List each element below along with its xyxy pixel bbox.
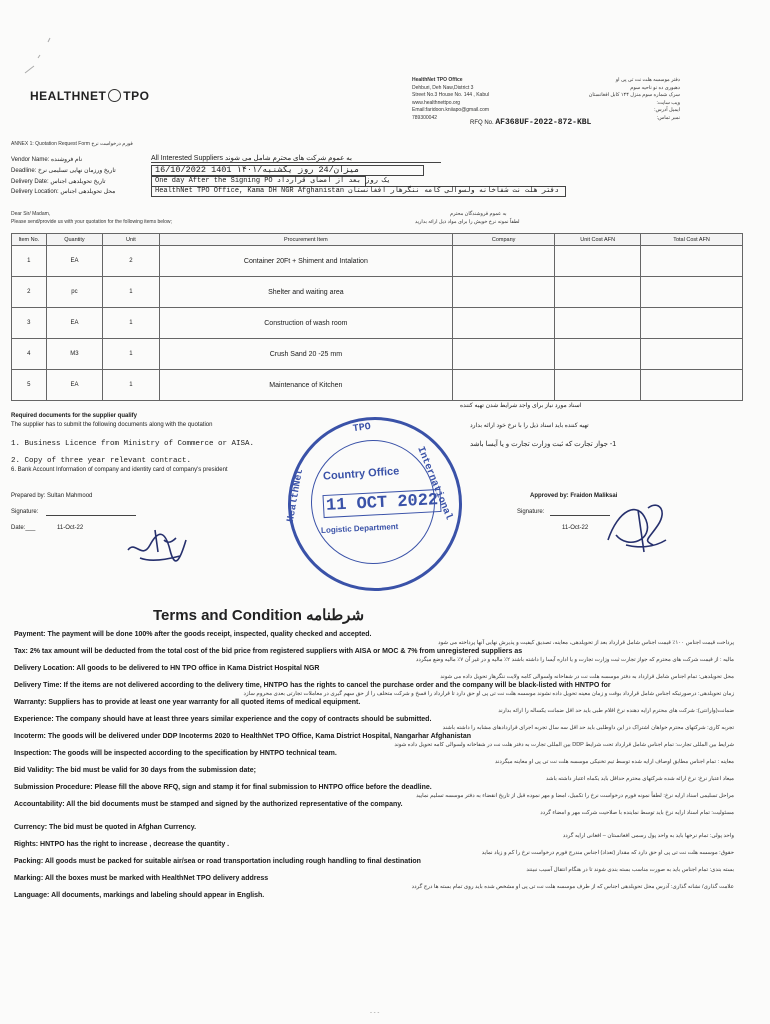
term-experience: Experience: The company should have at least three years similar experience and the copy of contracts should be submitted. [14, 716, 432, 723]
signature-label-left: Signature: [11, 509, 39, 515]
cell-unit: 2 [103, 246, 159, 277]
col-header-procurement-item: Procurement Item [159, 234, 453, 246]
cell-procurement-item: Crush Sand 20 -25 mm [159, 339, 453, 370]
deadline-field: 16/10/2022 1401 ۱۴۰۱/میزان/24 روز یکشنبه [151, 165, 424, 176]
cell-quantity: EA [46, 308, 103, 339]
requirement-item-1-fa: 1- جواز تجارت که ثبت وزارت تجارت و یا آیسا باشد [470, 441, 617, 448]
official-stamp [285, 417, 462, 591]
requirements-title-fa: اسناد مورد نیاز برای واجد شرایط شدن تهیه کننده [460, 403, 582, 409]
term-marking: Marking: All the boxes must be marked with HealthNet TPO delivery address [14, 875, 269, 882]
signature-approved-icon [598, 490, 678, 560]
cell-company [453, 308, 555, 339]
term-packing-fa: بسته بندی: تمام اجناس باید به صورت مناسب بسته بندی شوند تا در هنگام انتقال آسیب نبینند [526, 867, 734, 873]
term-incoterm-fa: شرایط بین المللی تجارت: تمام اجناس شامل قرارداد تحت شرایط DDP بین المللی تجارت به دفتر هلت نت در شفاخانه ولسوالی کامه تحویل داده شوند [394, 742, 734, 748]
cell-unit: 1 [103, 339, 159, 370]
col-header-item-no: Item No. [12, 234, 47, 246]
procurement-items-table [11, 233, 743, 401]
term-delivery-location-fa: محل تحویلدهی: تمام اجناس شامل قرارداد به دفتر موسسه هلت نت در شفاخانه ولسوالی کامه ولایت ننگرهار تحویل داده می شوند [440, 674, 734, 680]
intro-fa: به عموم فروشندگان محترم [450, 211, 507, 217]
delivery-location-label: Delivery Location: محل تحویلدهی اجناس [11, 189, 116, 195]
requirement-item-6: 6. Bank Account Information of company and identity card of company's president [11, 467, 228, 473]
term-packing: Packing: All goods must be packed for suitable air/sea or road transportation including rough handling to final destination [14, 858, 421, 865]
term-language: Language: All documents, markings and labeling should appear in English. [14, 892, 265, 899]
logo-text: HEALTHNET [30, 89, 107, 103]
cell-item-no: 2 [12, 277, 47, 308]
address-line: HealthNet TPO Office [412, 77, 463, 83]
cell-unit-cost [555, 246, 641, 277]
deadline-label: Deadline: تاریخ ورزمان نهایی تسلیمی نرخ [11, 168, 116, 174]
rfq-value: AF368UF-2022-872-KBL [495, 118, 592, 127]
footer-mark: - - - [370, 1010, 380, 1016]
term-bid-validity: Bid Validity: The bid must be valid for 30 days from the submission date; [14, 767, 256, 774]
cell-unit: 1 [103, 370, 159, 401]
address-line-fa: دفتر موسسه هلت نت تی پی او [615, 77, 680, 83]
term-bid-validity-fa: میعاد اعتبار نرخ: نرخ ارائه شده شرکتهای محترم حداقل باید یکماه اعتبار داشته باشد [546, 776, 734, 782]
term-tax-fa: مالیه : از قیمت شرکت های محترم که جواز تجارت ثبت وزارت تجارت و یا اداره آیسا را داشته باشند ۲٪ مالیه و در غیر آن ۷٪ مالیه وضع میگردد [415, 657, 734, 663]
requirements-title: Required documents for the supplier qualify [11, 413, 138, 419]
cell-unit-cost [555, 339, 641, 370]
cell-total-cost [641, 370, 743, 401]
term-payment-fa: پرداخت قیمت اجناس ۱۰۰٪ قیمت اجناس شامل قرارداد بعد از تحویلدهی، معاینه، تصدیق کیفیت و پذیرش نهایی آنها پرداخته می شود [438, 640, 734, 646]
signature-prepared-icon [120, 520, 195, 570]
intro-fa-2: لطفاً نمونه نرخ خویش را برای مواد ذیل ارائه بدارید [415, 219, 520, 225]
stamp-ring-left: HealthNet [285, 467, 307, 524]
term-marking-fa: علامت گذاری/ نشانه گذاری: آدرس محل تحویلدهی اجناس که از طرف موسسه هلت نت تی پی او مشخص شده باید روی تمام بسته ها درج گردد [411, 884, 734, 890]
annex-label: ANNEX 1: Quotation Request Form فورم درخواست نرخ [11, 141, 133, 147]
table-row [12, 246, 743, 277]
table-row [12, 308, 743, 339]
cell-company [453, 370, 555, 401]
term-warranty: Warranty: Suppliers has to provide at least one year warranty for all quoted items of medical equipment. [14, 699, 361, 706]
prepared-by: Prepared by: Sultan Mahmood [11, 493, 93, 499]
requirement-item-2: 2. Copy of three year relevant contract. [11, 457, 192, 465]
address-line-fa: ایمیل آدرس: [654, 107, 680, 113]
col-header-company: Company [453, 234, 555, 246]
cell-total-cost [641, 246, 743, 277]
delivery-date-field: One day After the Signing PO یک روز بعد از امضای قرارداد [151, 176, 366, 187]
address-line-fa: نمبر تماس: [656, 114, 680, 121]
col-header-total-cost: Total Cost AFN [641, 234, 743, 246]
term-submission-fa: مراحل تسلیمی اسناد ارایه نرخ: لطفاً نمونه فورم درخواست نرخ را تکمیل، امضا و مهر نموده قبل از تاریخ انقضاء به دفتر موسسه تسلیم نمایید [416, 793, 734, 799]
healthnet-logo [30, 89, 149, 103]
term-currency: Currency: The bid must be quoted in Afghan Currency. [14, 824, 197, 831]
intro-line: Please send/provide us with your quotation for the following items below; [11, 219, 172, 225]
date-right: 11-Oct-22 [562, 525, 589, 531]
requirements-sub: The supplier has to submit the following documents along with the quotation [11, 422, 213, 428]
address-line: www.healthnettpo.org [412, 99, 461, 106]
stamp-department: Logistic Department [320, 521, 399, 536]
cell-company [453, 277, 555, 308]
cell-quantity: EA [46, 370, 103, 401]
cell-item-no: 4 [12, 339, 47, 370]
salutation: Dear Sir/ Madam, [11, 211, 51, 217]
cell-procurement-item: Maintenance of Kitchen [159, 370, 453, 401]
cell-item-no: 1 [12, 246, 47, 277]
delivery-date-label: Delivery Date: تاریخ تحویلدهی اجناس [11, 179, 106, 185]
cell-procurement-item: Container 20Ft + Shiment and Intalation [159, 246, 453, 277]
term-accountability-fa: مسئولیت: تمام اسناد ارایه نرخ باید توسط نماینده با صلاحیت شرکت مهر و امضاء گردد [540, 810, 734, 816]
address-line: Email:faridoon.kniiapo@gmail.com [412, 107, 490, 113]
rfq-label: RFQ No. [470, 120, 494, 126]
address-line-fa: سرک شماره سوم منزل ۱۴۴ کابل افغانستان [588, 92, 680, 98]
cell-quantity: EA [46, 246, 103, 277]
cell-unit-cost [555, 308, 641, 339]
cell-unit: 1 [103, 308, 159, 339]
cell-item-no: 5 [12, 370, 47, 401]
rfq-number [470, 118, 591, 127]
pen-mark-icon [20, 28, 60, 78]
stamp-ring-right: International [414, 445, 454, 522]
vendor-field: All Interested Suppliers به عموم شرکت های محترم شامل می شوند [151, 154, 441, 163]
term-rights-fa: حقوق: موسسه هلت نت تی پی او حق دارد که مقدار (تعداد) اجناس مندرج فورم درخواست نرخ را کم و زیاد نماید [481, 850, 734, 856]
cell-quantity: M3 [46, 339, 103, 370]
term-rights: Rights: HNTPO has the right to increase , decrease the quantity . [14, 841, 230, 848]
terms-list [14, 630, 734, 900]
signature-line-left [46, 515, 136, 516]
address-line: Dehburi, Deh Naw,District 3 [412, 84, 474, 91]
vendor-label: Vendor Name: نام فروشنده [11, 157, 83, 163]
cell-total-cost [641, 277, 743, 308]
approved-by: Approved by: Fraidon Maliksai [530, 493, 618, 499]
stamp-ring-top: TPO [352, 421, 372, 436]
table-row [12, 277, 743, 308]
term-warranty-fa: ضمانت(وارانتی): شرکت های محترم ارایه دهنده نرخ اقلام طبی باید حد اقل ضمانت یکساله را ارائه بدارند [498, 708, 734, 714]
requirements-sub-fa: تهیه کننده باید اسناد ذیل را با نرخ خود ارائه بدارد [470, 423, 589, 429]
date-left: 11-Oct-22 [57, 525, 84, 531]
address-line-fa: دهبوری ده نو ناحیه سوم [630, 84, 680, 91]
cell-company [453, 246, 555, 277]
term-incoterm: Incoterm: The goods will be delivered under DDP Incoterms 2020 to HealthNet TPO Office, Kama District Hospital, Nangarhar Afghanistan [14, 733, 472, 740]
term-accountability: Accountability: All the bid documents must be stamped and signed by the authorized representative of the company. [14, 801, 403, 808]
term-delivery-location: Delivery Location: All goods to be delivered to HN TPO office in Kama District Hospital NGR [14, 665, 320, 672]
term-payment: Payment: The payment will be done 100% after the goods receipt, inspected, quality checked and accepted. [14, 631, 372, 638]
term-delivery-time-fa: زمان تحویلدهی: درصورتیکه اجناس شامل قرارداد بوقت و زمان معینه تحویل داده نشوند موسسه هلت نت تی پی او حق دارد تا قرارداد را فسخ و شرکت متخلف را از حق سهم گیری در معاملات تجارتی بعدی محروم سازد [243, 691, 734, 697]
cell-unit-cost [555, 370, 641, 401]
cell-company [453, 339, 555, 370]
logo-emblem-icon [108, 89, 121, 102]
term-experience-fa: تجربه کاری: شرکتهای محترم خواهان اشتراک در این داوطلبی باید حد اقل سه سال تجربه اجرای قراردادهای مشابه را داشته باشند [442, 725, 734, 731]
address-line: Street No.3 House No. 144 , Kabul [412, 92, 489, 98]
table-row [12, 339, 743, 370]
signature-label-right: Signature: [517, 509, 545, 515]
term-tax: Tax: 2% tax amount will be deducted from the total cost of the bid price from registered suppliers with AISA or MOC & 7% from unregistered suppliers as [14, 648, 523, 655]
cell-procurement-item: Construction of wash room [159, 308, 453, 339]
address-line: 789300042 [412, 114, 438, 121]
cell-total-cost [641, 308, 743, 339]
table-row [12, 370, 743, 401]
col-header-quantity: Quantity [46, 234, 103, 246]
date-label: Date:___ [11, 525, 36, 531]
requirement-item-1: 1. Business Licence from Ministry of Commerce or AISA. [11, 440, 255, 448]
col-header-unit: Unit [103, 234, 159, 246]
delivery-location-field: HealthNet TPO Office, Kama DH NGR Afghanistan دفتر هلت نت شفاخانه ولسوالی کامه ننگرهار افغانستان [151, 186, 566, 197]
cell-unit: 1 [103, 277, 159, 308]
stamp-office: Country Office [322, 465, 400, 483]
logo-suffix: TPO [123, 89, 150, 103]
cell-item-no: 3 [12, 308, 47, 339]
term-currency-fa: واحد پولی: تمام نرخها باید به واحد پول رسمی افغانستان – افغانی ارایه گردد [562, 833, 734, 839]
cell-procurement-item: Shelter and waiting area [159, 277, 453, 308]
col-header-unit-cost: Unit Cost AFN [555, 234, 641, 246]
cell-unit-cost [555, 277, 641, 308]
term-delivery-time: Delivery Time: If the items are not delivered according to the delivery time, HNTPO has the rights to cancel the purchase order and the company will be black-listed with HNTPO for [14, 682, 611, 689]
cell-total-cost [641, 339, 743, 370]
table-header-row [12, 234, 743, 246]
address-en-block [412, 77, 542, 122]
address-line-fa: ویب سایت: [656, 99, 680, 106]
cell-quantity: pc [46, 277, 103, 308]
stamp-date: 11 OCT 2022 [322, 489, 441, 518]
term-inspection-fa: معاینه : تمام اجناس مطابق اوصاف ارایه شده توسط تیم تخنیکی موسسه هلت نت تی پی او معاینه میگردند [494, 759, 734, 765]
term-submission: Submission Procedure: Please fill the above RFQ, sign and stamp it for final submission to HNTPO office before the deadline. [14, 784, 432, 791]
address-fa-block [560, 77, 680, 122]
terms-title: Terms and Condition شرطنامه [153, 607, 365, 624]
term-inspection: Inspection: The goods will be inspected according to the specification by HNTPO technical team. [14, 750, 337, 757]
